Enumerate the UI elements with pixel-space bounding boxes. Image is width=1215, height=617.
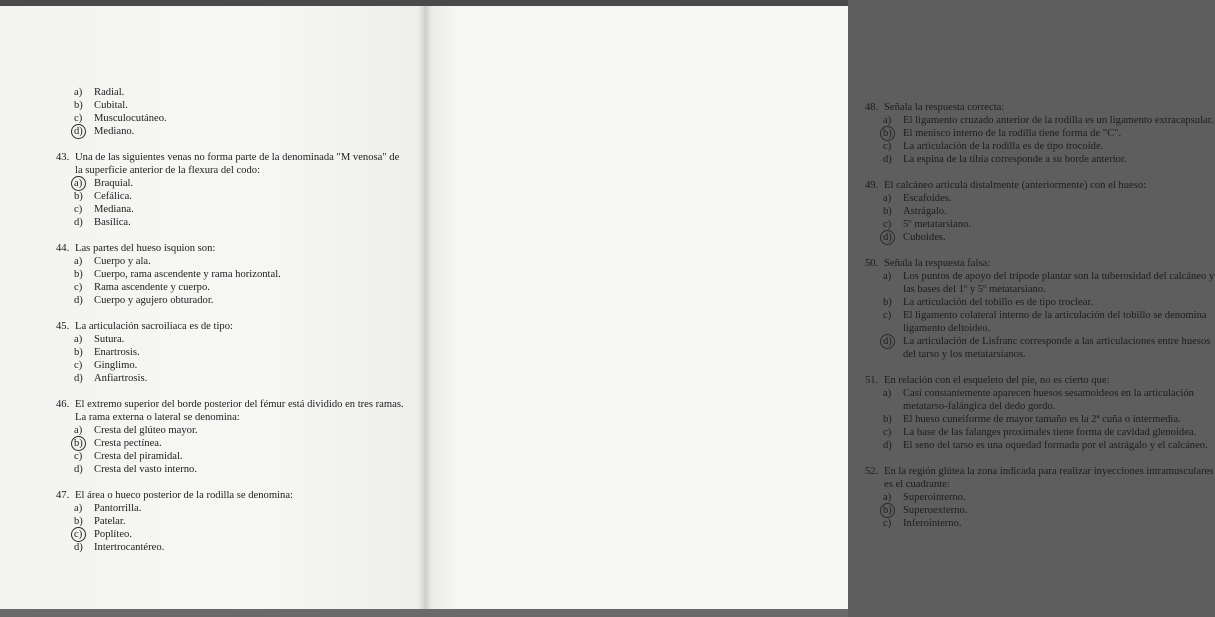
- question-text: El extremo superior del borde posterior del fémur está dividido en tres ramas. La rama externa o lateral se denomina:: [75, 399, 404, 423]
- answer-text: La espina de la tibia corresponde a su borde anterior.: [903, 154, 1127, 165]
- answer-option[interactable]: [56, 333, 408, 346]
- answer-letter-circled: d): [883, 335, 903, 361]
- answer-letter: b): [74, 516, 83, 527]
- answer-letter: a): [883, 388, 892, 399]
- answer-option[interactable]: [56, 450, 408, 463]
- answer-letter-circled: d): [883, 231, 903, 244]
- answer-option[interactable]: [56, 125, 408, 138]
- answer-option[interactable]: [865, 491, 1215, 504]
- answer-text: Cresta del vasto interno.: [94, 464, 197, 475]
- answer-text: Cresta del glúteo mayor.: [94, 425, 198, 436]
- answer-text: Intertrocantéreo.: [94, 542, 165, 553]
- answer-text: Anfiartrosis.: [94, 373, 148, 384]
- answer-text: Astrágalo.: [903, 206, 947, 217]
- question-46: [56, 398, 408, 476]
- answer-text: Los puntos de apoyo del trípode plantar son la tuberosidad del calcáneo y las bases del 1º y 5º metatarsiano.: [903, 271, 1215, 295]
- answer-option[interactable]: [865, 218, 1215, 231]
- answer-text: Poplíteo.: [94, 529, 132, 540]
- answer-option[interactable]: [865, 114, 1215, 127]
- question-51: [865, 374, 1215, 452]
- answer-option[interactable]: [865, 387, 1215, 413]
- answer-option[interactable]: [56, 99, 408, 112]
- answer-text: Cuerpo, rama ascendente y rama horizontal.: [94, 269, 281, 280]
- answer-letter-circled: c): [74, 528, 94, 541]
- answer-text: Sutura.: [94, 334, 125, 345]
- answer-letter: a): [74, 503, 83, 514]
- question-text: Una de las siguientes venas no forma parte de la denominada "M venosa" de la superficie anterior de la flexura del codo:: [75, 152, 400, 176]
- answer-option[interactable]: [56, 359, 408, 372]
- question-52: [865, 465, 1215, 530]
- question-text: El área o hueco posterior de la rodilla se denomina:: [75, 490, 293, 501]
- answer-text: El ligamento cruzado anterior de la rodilla es un ligamento extracapsular.: [903, 115, 1214, 126]
- answer-text: Cuerpo y agujero obturador.: [94, 295, 214, 306]
- answer-option[interactable]: [865, 192, 1215, 205]
- question-text: Las partes del hueso isquion son:: [75, 243, 216, 254]
- answer-option[interactable]: [865, 504, 1215, 517]
- answer-option[interactable]: [865, 296, 1215, 309]
- answer-text: Inferointerno.: [903, 518, 962, 529]
- answer-letter: b): [74, 269, 83, 280]
- answer-letter: c): [74, 451, 83, 462]
- question-stem: [56, 242, 408, 255]
- answer-text: La articulación de la rodilla es de tipo trocoide.: [903, 141, 1104, 152]
- left-page: [0, 6, 424, 610]
- answer-option[interactable]: [56, 281, 408, 294]
- answer-text: 5º metatarsiano.: [903, 219, 972, 230]
- answer-text: La articulación de Lisfranc corresponde a las articulaciones entre huesos del tarso y los metatarsianos.: [903, 336, 1211, 360]
- answer-letter: c): [74, 282, 83, 293]
- answer-letter: c): [883, 518, 892, 529]
- question-stem: [56, 489, 408, 502]
- question-stem: [865, 101, 1215, 114]
- question-43: [56, 151, 408, 229]
- answer-option[interactable]: [865, 153, 1215, 166]
- question-stem: [56, 151, 408, 177]
- answer-option[interactable]: [56, 528, 408, 541]
- answer-letter: d): [74, 295, 83, 306]
- answer-option[interactable]: [865, 231, 1215, 244]
- answer-option[interactable]: [56, 437, 408, 450]
- answer-text: Cubital.: [94, 100, 128, 111]
- answer-text: Cresta pectínea.: [94, 438, 162, 449]
- question-number: 45.: [56, 321, 70, 332]
- answer-option[interactable]: [865, 140, 1215, 153]
- answer-letter: a): [883, 271, 892, 282]
- answer-text: Pantorrilla.: [94, 503, 142, 514]
- question-45: [56, 320, 408, 385]
- answer-text: Rama ascendente y cuerpo.: [94, 282, 210, 293]
- question-number: 47.: [56, 490, 70, 501]
- answer-text: El seno del tarso es una oquedad formada por el astrágalo y el calcáneo.: [903, 440, 1208, 451]
- answer-text: Cuboides.: [903, 232, 946, 243]
- answer-option[interactable]: [56, 190, 408, 203]
- answer-letter-circled: a): [74, 177, 94, 190]
- answer-option[interactable]: [56, 216, 408, 229]
- answer-option[interactable]: [865, 439, 1215, 452]
- answer-letter: b): [74, 100, 83, 111]
- answer-letter: d): [74, 542, 83, 553]
- answer-option[interactable]: [865, 426, 1215, 439]
- answer-text: Cuerpo y ala.: [94, 256, 151, 267]
- answer-letter: c): [883, 427, 892, 438]
- answer-text: Enartrosis.: [94, 347, 140, 358]
- answer-option[interactable]: [56, 372, 408, 385]
- question-stem: [865, 374, 1215, 387]
- answer-letter: a): [883, 492, 892, 503]
- question-47: [56, 489, 408, 554]
- answer-text: Patelar.: [94, 516, 126, 527]
- answer-option[interactable]: [865, 309, 1215, 335]
- continued-question-options: [56, 86, 408, 138]
- answer-text: El menisco interno de la rodilla tiene forma de "C".: [903, 128, 1122, 139]
- answer-letter: d): [74, 464, 83, 475]
- answer-option[interactable]: [56, 294, 408, 307]
- answer-option[interactable]: [56, 424, 408, 437]
- question-49: [865, 179, 1215, 244]
- answer-option[interactable]: [56, 463, 408, 476]
- question-44: [56, 242, 408, 307]
- question-number: 44.: [56, 243, 70, 254]
- answer-letter: c): [883, 310, 892, 321]
- answer-letter: b): [74, 191, 83, 202]
- answer-option[interactable]: [56, 502, 408, 515]
- answer-option[interactable]: [56, 177, 408, 190]
- answer-letter: b): [883, 297, 892, 308]
- answer-text: Ginglimo.: [94, 360, 138, 371]
- question-stem: [865, 257, 1215, 270]
- answer-letter: c): [883, 141, 892, 152]
- question-48: [865, 101, 1215, 166]
- answer-letter: b): [74, 347, 83, 358]
- answer-option[interactable]: [865, 127, 1215, 140]
- answer-text: Radial.: [94, 87, 125, 98]
- answer-option[interactable]: [865, 205, 1215, 218]
- answer-text: Braquial.: [94, 178, 134, 189]
- answer-letter: c): [74, 360, 83, 371]
- answer-option[interactable]: [56, 346, 408, 359]
- scan-bottom-edge: [0, 609, 848, 617]
- answer-option[interactable]: [56, 268, 408, 281]
- question-stem: [865, 465, 1215, 491]
- answer-text: Casi constantemente aparecen huesos sesamoideos en la articulación metatarso-falángica del dedo gordo.: [903, 388, 1194, 412]
- question-number: 51.: [865, 375, 879, 386]
- question-number: 48.: [865, 102, 879, 113]
- answer-letter: b): [883, 206, 892, 217]
- answer-option[interactable]: [865, 413, 1215, 426]
- question-text: Señala la respuesta falsa:: [884, 258, 991, 269]
- answer-text: La articulación del tobillo es de tipo troclear.: [903, 297, 1094, 308]
- answer-letter: d): [74, 217, 83, 228]
- answer-letter: d): [883, 154, 892, 165]
- answer-letter-circled: d): [74, 125, 94, 138]
- answer-text: El hueso cuneiforme de mayor tamaño es la 2ª cuña o intermedia.: [903, 414, 1181, 425]
- answer-letter-circled: b): [883, 127, 903, 140]
- question-number: 43.: [56, 152, 70, 163]
- question-number: 49.: [865, 180, 879, 191]
- answer-letter: a): [74, 256, 83, 267]
- book-gutter: [418, 6, 432, 610]
- answer-option[interactable]: [865, 270, 1215, 296]
- question-50: [865, 257, 1215, 361]
- answer-letter: b): [883, 414, 892, 425]
- answer-letter: d): [883, 440, 892, 451]
- answer-letter-circled: b): [74, 437, 94, 450]
- question-text: Señala la respuesta correcta:: [884, 102, 1005, 113]
- question-number: 52.: [865, 466, 879, 477]
- answer-letter: d): [74, 373, 83, 384]
- answer-letter: c): [74, 204, 83, 215]
- answer-option[interactable]: [865, 517, 1215, 530]
- answer-text: Superointerno.: [903, 492, 966, 503]
- answer-text: Basílica.: [94, 217, 131, 228]
- question-text: El calcáneo articula distalmente (anteriormente) con el hueso:: [884, 180, 1147, 191]
- answer-text: Mediana.: [94, 204, 134, 215]
- answer-letter: c): [883, 219, 892, 230]
- answer-option[interactable]: [56, 203, 408, 216]
- answer-letter: a): [74, 425, 83, 436]
- answer-text: Musculocutáneo.: [94, 113, 167, 124]
- question-stem: [865, 179, 1215, 192]
- question-stem: [56, 320, 408, 333]
- answer-option[interactable]: [56, 255, 408, 268]
- question-text: La articulación sacroiliaca es de tipo:: [75, 321, 233, 332]
- right-column: [865, 101, 1215, 543]
- answer-text: El ligamento colateral interno de la articulación del tobillo se denomina ligamento deltoideo.: [903, 310, 1207, 334]
- answer-option[interactable]: [56, 86, 408, 99]
- answer-text: Superoexterno.: [903, 505, 968, 516]
- answer-letter: a): [74, 334, 83, 345]
- right-page: [424, 6, 1215, 610]
- left-column: [56, 86, 408, 567]
- question-number: 50.: [865, 258, 879, 269]
- answer-option[interactable]: [865, 335, 1215, 361]
- answer-letter: a): [883, 115, 892, 126]
- question-number: 46.: [56, 399, 70, 410]
- answer-text: Mediano.: [94, 126, 135, 137]
- answer-option[interactable]: [56, 541, 408, 554]
- answer-letter-circled: b): [883, 504, 903, 517]
- answer-letter: a): [883, 193, 892, 204]
- question-text: En la región glútea la zona indicada para realizar inyecciones intramusculares es el cuadrante:: [884, 466, 1214, 490]
- answer-text: La base de las falanges proximales tiene forma de cavidad glenoidea.: [903, 427, 1197, 438]
- answer-text: Cresta del piramidal.: [94, 451, 183, 462]
- answer-letter: a): [74, 87, 83, 98]
- answer-option[interactable]: [56, 515, 408, 528]
- question-text: En relación con el esqueleto del pie, no es cierto que:: [884, 375, 1110, 386]
- answer-letter: c): [74, 113, 83, 124]
- question-stem: [56, 398, 408, 424]
- answer-text: Cefálica.: [94, 191, 132, 202]
- answer-text: Escafoides.: [903, 193, 952, 204]
- answer-option[interactable]: [56, 112, 408, 125]
